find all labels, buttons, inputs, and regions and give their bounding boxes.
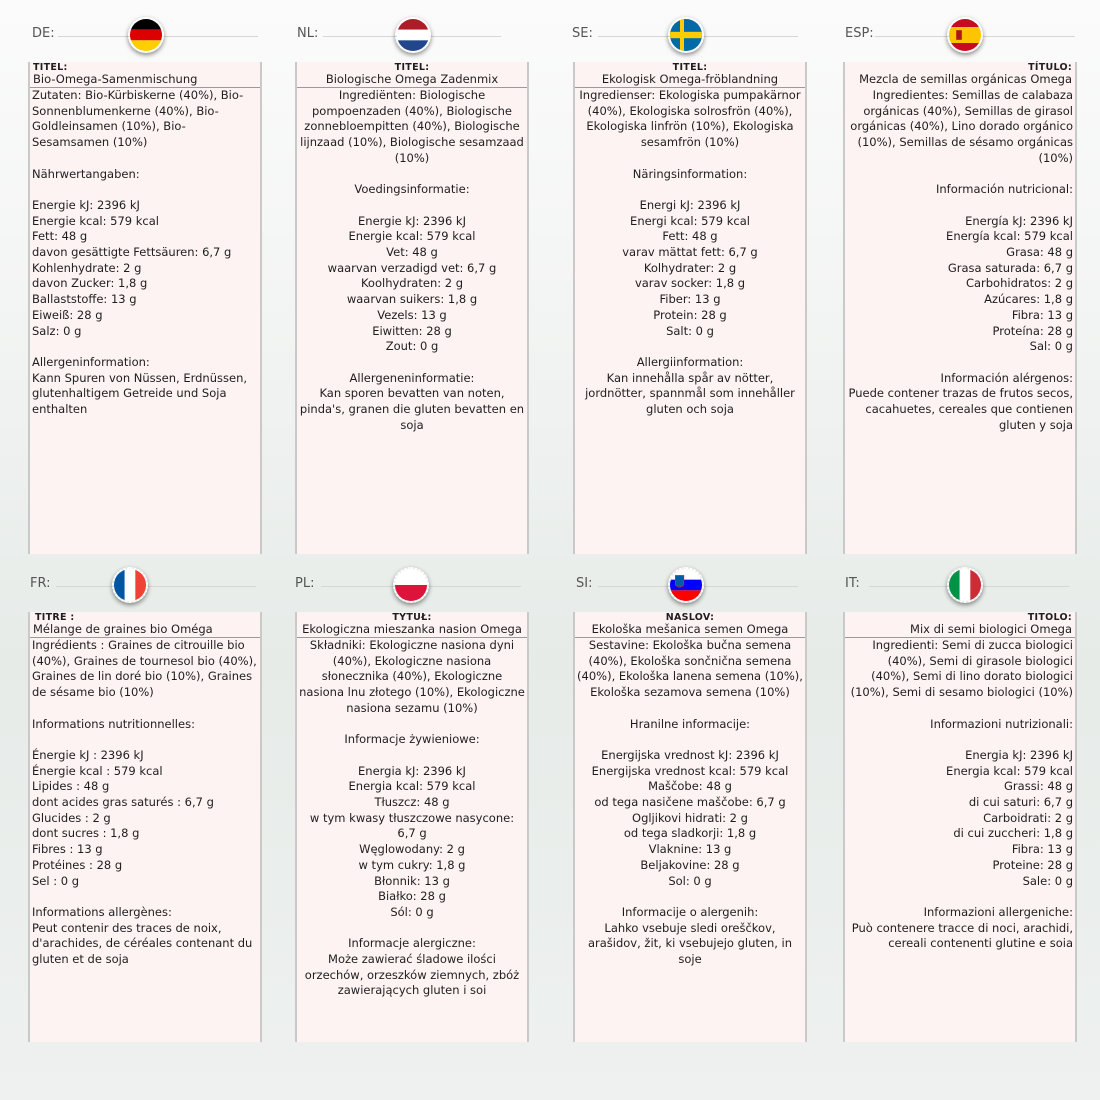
card-title: TITEL: [394,62,430,73]
nutrition-row: Energie kcal: 579 kcal [32,213,159,228]
nutrition-row: Eiwitten: 28 g [372,323,452,338]
nutrition-heading: Informations nutritionnelles: [32,716,195,731]
nutrition-row: Energia kcal: 579 kcal [946,763,1073,778]
panel-si [550,550,825,1100]
allergen-heading: Informacje alergiczne: [348,936,476,951]
ingredients-text: Sestavine: Ekološka bučna semena (40%), Ekološka sončnična semena (40%), Ekološka lanena semena (10%), Ekološka sezamova semena (10%) [577,638,803,700]
nutrition-row: Carbohidratos: 2 g [965,276,1073,291]
allergen-text: Kan innehålla spår av nötter, jordnötter, spannmål som innehåller gluten och soja [585,370,795,417]
allergen-heading: Informations allergènes: [32,904,172,919]
nutrition-row: Energia kJ: 2396 kJ [358,763,466,778]
nutrition-row: Ogljikovi hidrati: 2 g [632,810,748,825]
ingredients-text: Ingrediënten: Biologische pompoenzaden (40%), Biologische zonnebloempitten (40%), Biologische lijnzaad (10%), Biologische sesamzaad (10%) [300,88,524,165]
nutrition-row: Vet: 48 g [386,245,438,259]
card-title: TITRE : [35,612,75,623]
nutrition-row: Energijska vrednost kcal: 579 kcal [591,763,789,778]
card-body [32,88,258,418]
allergen-text: Kann Spuren von Nüssen, Erdnüssen, glutenhaltigem Getreide und Soja enthalten [32,370,248,417]
allergen-text: Może zawierać śladowe ilości orzechów, orzeszków ziemnych, zbóż zawierających gluten i soi [304,952,520,998]
nutrition-row: Protéines : 28 g [32,857,123,872]
allergen-text: Peut contenir des traces de noix, d'arachides, de céréales contenant du gluten et de soja [32,920,253,967]
language-code: DE: [32,26,55,41]
nutrition-heading: Nährwertangaben: [32,166,140,181]
card-title: TITEL: [33,62,68,73]
allergen-text: Puede contener trazas de frutos secos, cacahuetes, cereales que contienen gluten y soja [848,386,1073,432]
nutrition-row: varav socker: 1,8 g [634,276,746,291]
nutrition-row: davon Zucker: 1,8 g [32,276,148,291]
panel-header [550,0,825,70]
divider-line [56,586,256,587]
card-body [299,88,525,433]
nutrition-row: Vlaknine: 13 g [648,842,732,857]
nutrition-heading: Näringsinformation: [632,166,748,181]
label-card [843,612,1077,1042]
allergen-heading: Informazioni allergeniche: [923,904,1073,919]
nutrition-row: Grasa: 48 g [1006,245,1073,259]
panel-header [275,0,550,70]
panel-pl [275,550,550,1100]
nutrition-row: waarvan verzadigd vet: 6,7 g [327,260,497,275]
nutrition-row: Énergie kJ : 2396 kJ [32,747,144,762]
se-flag-icon [668,17,704,53]
label-card [295,62,529,554]
nutrition-row: Zout: 0 g [385,339,439,354]
language-code: ESP: [845,26,874,41]
ingredients-text: Ingredienser: Ekologiska pumpakärnor (40%), Ekologiska solrosfrön (40%), Ekologiska linfrön (10%), Ekologiska sesamfrön (10%) [579,88,801,150]
pl-flag-icon [393,567,429,603]
fr-flag-icon [112,567,148,603]
nutrition-row: Beljakovine: 28 g [640,857,740,872]
nutrition-row: Energie kJ: 2396 kJ [32,197,140,212]
nl-flag-icon [395,17,431,53]
nutrition-row: Kolhydrater: 2 g [643,260,737,275]
nutrition-row: Vezels: 13 g [377,307,447,322]
panel-header [825,0,1100,70]
nutrition-heading: Informacje żywieniowe: [344,732,480,747]
panel-header [0,550,275,620]
nutrition-row: di cui zuccheri: 1,8 g [953,826,1073,841]
card-body [847,88,1073,433]
card-title: NASLOV: [665,612,715,623]
nutrition-row: Sale: 0 g [1022,873,1073,888]
panel-header [275,550,550,620]
product-name: Mezcla de semillas orgánicas Omega [859,72,1072,86]
nutrition-row: Fibres : 13 g [32,842,103,857]
panel-header [550,550,825,620]
nutrition-row: Grasa saturada: 6,7 g [947,260,1073,275]
nutrition-row: Energie kJ: 2396 kJ [358,213,466,228]
nutrition-row: Maščobe: 48 g [648,779,732,794]
nutrition-row: Koolhydraten: 2 g [360,276,464,291]
nutrition-row: Fibra: 13 g [1011,842,1073,857]
nutrition-row: Carboidrati: 2 g [983,810,1073,825]
label-card [573,612,807,1042]
language-code: NL: [297,26,319,41]
product-name: Ekologisk Omega-fröblandning [601,72,779,86]
nutrition-row: w tym kwasy tłuszczowe nasycone: 6,7 g [309,810,515,841]
ingredients-text: Ingrédients : Graines de citrouille bio (40%), Graines de tournesol bio (40%), Graines de lin doré bio (10%), Graines de sésame bio (10%) [32,638,257,700]
panel-fr [0,550,275,1100]
panel-it [825,550,1100,1100]
nutrition-heading: Voedingsinformatie: [354,182,470,197]
nutrition-row: Fett: 48 g [662,229,718,244]
nutrition-row: Proteine: 28 g [992,857,1073,872]
allergen-heading: Informacije o alergenih: [621,904,759,919]
label-card [573,62,807,554]
allergen-heading: Allergiinformation: [636,354,744,369]
nutrition-row: Energi kcal: 579 kcal [630,213,750,228]
nutrition-row: Białko: 28 g [378,889,446,904]
card-title: TÍTULO: [1028,62,1072,73]
nutrition-row: Salt: 0 g [666,323,714,338]
allergen-heading: Información alérgenos: [940,370,1073,385]
language-code: SE: [572,26,593,41]
panel-header [825,550,1100,620]
allergen-heading: Allergeneninformatie: [349,370,475,385]
nutrition-row: davon gesättigte Fettsäuren: 6,7 g [32,245,232,259]
language-code: SI: [576,576,593,591]
nutrition-row: Energia kcal: 579 kcal [348,779,476,794]
ingredients-text: Ingredienti: Semi di zucca biologici (40%), Semi di girasole biologici (40%), Semi di lino dorato biologici (10%), Semi di sesamo biologici (10%) [850,638,1073,700]
nutrition-row: od tega sladkorji: 1,8 g [623,826,757,841]
card-title: TYTUŁ: [392,612,432,623]
nutrition-row: Sól: 0 g [390,904,434,919]
nutrition-row: od tega nasičene maščobe: 6,7 g [594,795,786,809]
nutrition-row: dont sucres : 1,8 g [32,826,140,841]
nutrition-row: Protein: 28 g [653,307,727,322]
nutrition-row: varav mättat fett: 6,7 g [622,245,758,259]
allergen-heading: Allergeninformation: [32,354,150,369]
panel-header [0,0,275,70]
product-name: Bio-Omega-Samenmischung [33,72,198,86]
nutrition-row: Lipides : 48 g [32,779,110,794]
nutrition-row: Energi kJ: 2396 kJ [639,197,741,212]
product-name: Mix di semi biologici Omega [910,622,1072,636]
allergen-text: Può contenere tracce di noci, arachidi, cereali contenenti glutine e soia [851,920,1073,951]
language-code: PL: [295,576,315,591]
nutrition-row: Energía kcal: 579 kcal [946,229,1073,244]
allergen-text: Lahko vsebuje sledi oreščkov, arašidov, žit, ki vsebujejo gluten, in soje [587,920,793,967]
label-card [28,612,262,1042]
nutrition-row: Proteína: 28 g [992,323,1073,338]
product-name: Mélange de graines bio Oméga [33,622,213,636]
nutrition-row: Węglowodany: 2 g [359,842,465,857]
nutrition-row: Énergie kcal : 579 kcal [32,763,163,778]
product-name: Biologische Omega Zadenmix [325,72,499,86]
card-title: TITEL: [672,62,708,73]
card-body [32,638,258,968]
card-title: TITOLO: [1027,612,1072,623]
product-name: Ekologiczna mieszanka nasion Omega [302,622,522,636]
nutrition-row: Eiweiß: 28 g [32,307,103,322]
nutrition-row: Sol: 0 g [668,873,712,888]
nutrition-row: Sal: 0 g [1029,339,1073,354]
es-flag-icon [947,17,983,53]
de-flag-icon [128,17,164,53]
panel-nl [275,0,550,550]
panel-esp [825,0,1100,550]
it-flag-icon [947,567,983,603]
product-name: Ekološka mešanica semen Omega [591,622,789,636]
nutrition-heading: Hranilne informacije: [629,716,751,731]
nutrition-row: Fett: 48 g [32,229,88,244]
ingredients-text: Zutaten: Bio-Kürbiskerne (40%), Bio-Sonnenblumenkerne (40%), Bio-Goldleinsamen (10%), Bio-Sesamsamen (10%) [32,88,244,150]
panel-de [0,0,275,550]
nutrition-row: Salz: 0 g [32,323,82,338]
ingredients-text: Ingredientes: Semillas de calabaza orgánicas (40%), Semillas de girasol orgánicas (40%), Lino dorado orgánico (10%), Semillas de sésamo orgánicas (10%) [850,88,1073,165]
nutrition-heading: Información nutricional: [935,182,1073,197]
nutrition-row: Tłuszcz: 48 g [374,795,450,809]
language-code: IT: [845,576,860,591]
nutrition-row: Grassi: 48 g [1004,779,1073,794]
nutrition-row: w tym cukry: 1,8 g [358,857,466,872]
allergen-text: Kan sporen bevatten van noten, pinda's, granen die gluten bevatten en soja [299,386,525,432]
card-body [299,638,525,999]
nutrition-row: Fiber: 13 g [659,292,721,307]
panel-se [550,0,825,550]
nutrition-row: Sel : 0 g [32,873,80,888]
ingredients-text: Składniki: Ekologiczne nasiona dyni (40%), Ekologiczne nasiona słonecznika (40%), Ekologiczne nasiona lnu złotego (10%), Ekologiczne nasiona sezamu (10%) [299,638,525,715]
nutrition-row: Energijska vrednost kJ: 2396 kJ [601,747,779,762]
nutrition-row: Fibra: 13 g [1011,307,1073,322]
nutrition-row: Glucides : 2 g [32,810,111,825]
nutrition-row: waarvan suikers: 1,8 g [346,292,478,307]
nutrition-row: di cui saturi: 6,7 g [968,795,1073,809]
nutrition-row: Energía kJ: 2396 kJ [965,213,1073,228]
nutrition-heading: Informazioni nutrizionali: [930,716,1073,731]
nutrition-row: Błonnik: 13 g [374,873,450,888]
nutrition-row: Azúcares: 1,8 g [984,292,1073,307]
label-card [28,62,262,554]
language-code: FR: [30,576,51,591]
nutrition-row: Ballaststoffe: 13 g [32,292,137,307]
nutrition-row: Energie kcal: 579 kcal [348,229,476,244]
label-card [295,612,529,1042]
nutrition-row: Energia kJ: 2396 kJ [965,747,1073,762]
card-body [577,638,803,968]
card-body [847,638,1073,952]
label-card [843,62,1077,554]
nutrition-row: dont acides gras saturés : 6,7 g [32,795,214,809]
card-body [577,88,803,418]
si-flag-icon [668,567,704,603]
nutrition-row: Kohlenhydrate: 2 g [32,260,142,275]
